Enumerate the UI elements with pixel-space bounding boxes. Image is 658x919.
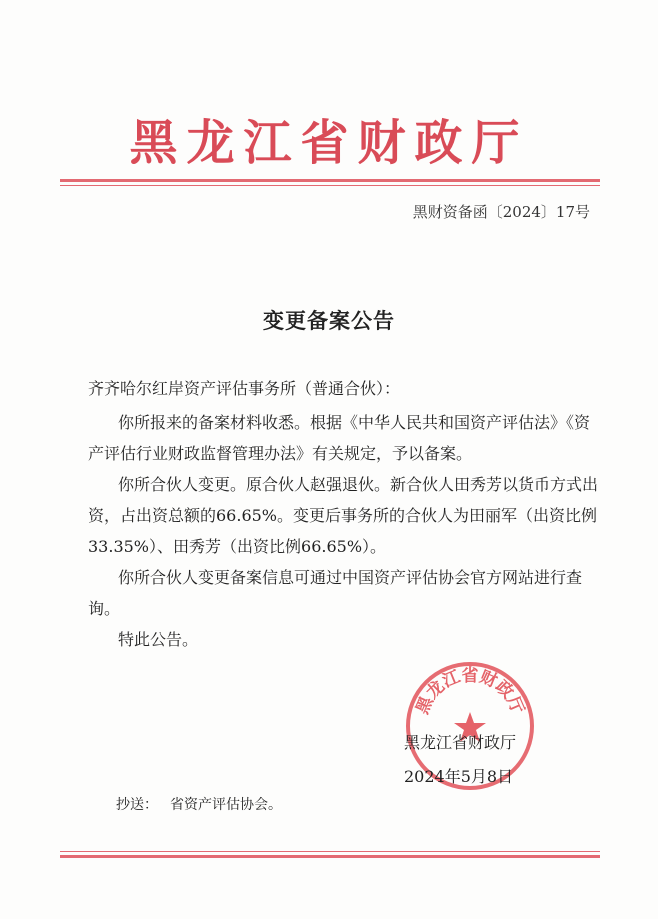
paragraph-partner-change: 你所合伙人变更。原合伙人赵强退伙。新合伙人田秀芳以货币方式出资，占出资总额的66.65%。变更后事务所的合伙人为田丽军（出资比例33.35%）、田秀芳（出资比例66.65%）。: [88, 475, 599, 556]
addressee: 齐齐哈尔红岸资产评估事务所（普通合伙）：: [88, 379, 401, 398]
footer-rule-thick: [60, 855, 600, 858]
cc-line: [116, 794, 294, 814]
seal-text: 黑龙江省财政厅: [412, 665, 528, 718]
paragraph-query-info: 你所合伙人变更备案信息可通过中国资产评估协会官方网站进行查询。: [88, 568, 583, 618]
header-rule-thin: [60, 185, 600, 186]
footer-rule-thin: [60, 851, 600, 852]
svg-text:黑龙江省财政厅: [412, 665, 527, 717]
signing-authority: 黑龙江省财政厅: [404, 733, 517, 752]
body-text: [88, 407, 598, 655]
issue-date: 2024年5月8日: [404, 767, 514, 786]
issuing-authority-header: 黑龙江省财政厅: [129, 115, 529, 171]
cc-label: 抄送：: [116, 797, 158, 813]
header-rule-thick: [60, 179, 600, 182]
cc-recipients: 省资产评估协会。: [170, 797, 282, 813]
paragraph-closing: 特此公告。: [118, 630, 199, 649]
paragraph-filing-received: 你所报来的备案材料收悉。根据《中华人民共和国资产评估法》《资产评估行业财政监督管理办法》有关规定，予以备案。: [88, 413, 591, 463]
document-number: 黑财资备函〔2024〕17号: [412, 203, 590, 221]
document-title: 变更备案公告: [263, 308, 395, 333]
